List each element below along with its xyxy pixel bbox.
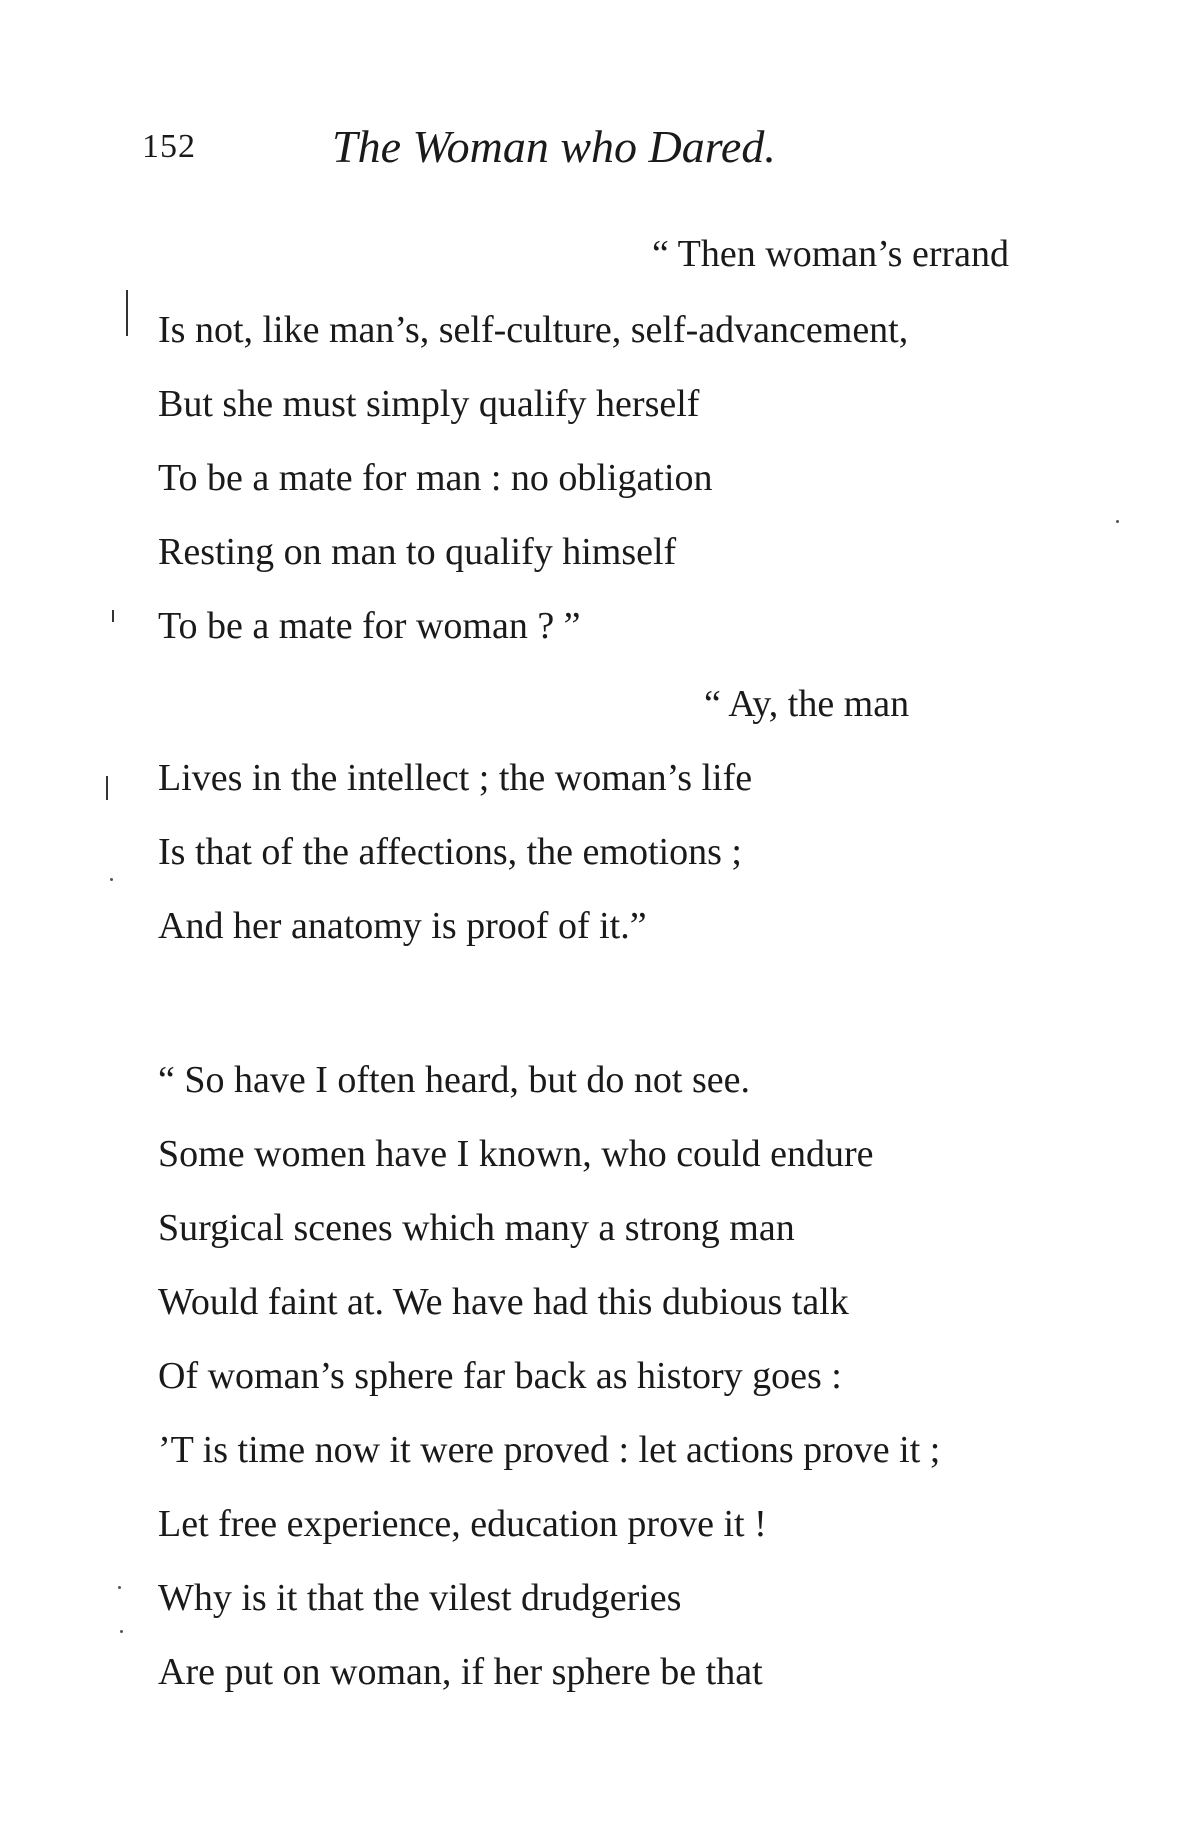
verse-line: Some women have I known, who could endure <box>158 1133 874 1175</box>
verse-line: Lives in the intellect ; the woman’s life <box>158 757 753 799</box>
verse-line: Is that of the affections, the emotions ; <box>158 831 742 873</box>
page-header <box>142 112 1042 172</box>
page-number: 152 <box>142 128 196 165</box>
verse-line: “ Then woman’s errand <box>652 233 1010 275</box>
verse-line: To be a mate for woman ? ” <box>158 605 581 647</box>
verse-line: Are put on woman, if her sphere be that <box>158 1651 763 1693</box>
margin-mark <box>106 776 108 800</box>
verse-line: But she must simply qualify herself <box>158 383 700 425</box>
verse-line: ’T is time now it were proved : let actions prove it ; <box>158 1429 941 1471</box>
verse-line: Is not, like man’s, self-culture, self-advancement, <box>158 309 909 351</box>
verse-line: Of woman’s sphere far back as history goes : <box>158 1355 842 1397</box>
verse-line: And her anatomy is proof of it.” <box>158 905 647 947</box>
verse-line: Surgical scenes which many a strong man <box>158 1207 795 1249</box>
scan-speck <box>120 1630 123 1633</box>
running-title: The Woman who Dared. <box>332 121 776 172</box>
verse-line: Resting on man to qualify himself <box>158 531 677 573</box>
scan-speck <box>1116 520 1119 523</box>
verse-line: To be a mate for man : no obligation <box>158 457 713 499</box>
verse-line: “ So have I often heard, but do not see. <box>158 1059 750 1101</box>
scan-speck <box>118 1586 121 1589</box>
verse-line: Why is it that the vilest drudgeries <box>158 1577 682 1619</box>
verse-line: Let free experience, education prove it ! <box>158 1503 767 1545</box>
margin-mark <box>112 610 114 622</box>
verse-line: Would faint at. We have had this dubious talk <box>158 1281 849 1323</box>
verse-line: “ Ay, the man <box>704 683 910 725</box>
margin-mark <box>126 290 128 336</box>
scan-speck <box>110 878 113 881</box>
